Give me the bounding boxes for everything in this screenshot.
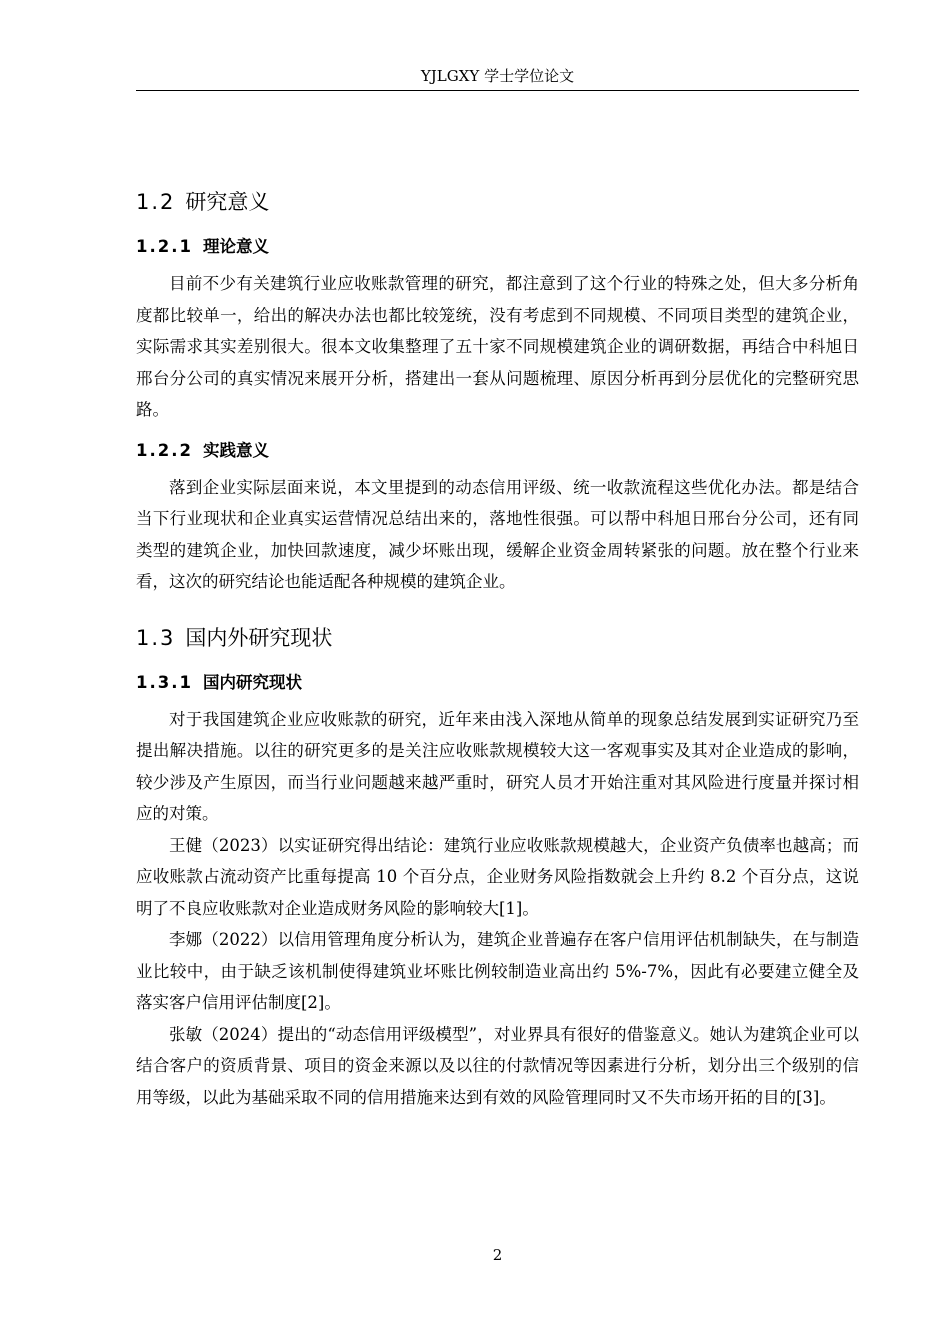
section-number: 1.2 — [136, 190, 176, 214]
body-paragraph: 落到企业实际层面来说，本文里提到的动态信用评级、统一收款流程这些优化办法。都是结合当下行业现状和企业真实运营情况总结出来的，落地性很强。可以帮中科旭日邢台分公司，还有同类型的建筑企业，加快回款速度，减少坏账出现，缓解企业资金周转紧张的问题。放在整个行业来看，这次的研究结论也能适配各种规模的建筑企业。 — [136, 477, 859, 591]
subsection-heading-1-2-2 — [136, 436, 859, 466]
subsection-number: 1.3.1 — [136, 672, 193, 692]
body-paragraph: 李娜（2022）以信用管理角度分析认为，建筑企业普遍存在客户信用评估机制缺失，在与制造业比较中，由于缺乏该机制使得建筑业坏账比例较制造业高出约 5%-7%，因此有必要建立健全及落实客户信用评估制度[2]。 — [136, 930, 859, 1012]
body-paragraph: 王健（2023）以实证研究得出结论：建筑行业应收账款规模越大，企业资产负债率也越高；而应收账款占流动资产比重每提高 10 个百分点，企业财务风险指数就会上升约 8.2 个百分点，这说明了不良应收账款对企业造成财务风险的影响较大[1]。 — [136, 835, 859, 918]
subsection-heading-1-3-1 — [136, 668, 859, 698]
subsection-heading-1-2-1 — [136, 232, 859, 262]
subsection-title: 实践意义 — [202, 440, 269, 460]
body-paragraph: 目前不少有关建筑行业应收账款管理的研究，都注意到了这个行业的特殊之处，但大多分析角度都比较单一，给出的解决办法也都比较笼统，没有考虑到不同规模、不同项目类型的建筑企业，实际需求其实差别很大。很本文收集整理了五十家不同规模建筑企业的调研数据，再结合中科旭日邢台分公司的真实情况来展开分析，搭建出一套从问题梳理、原因分析再到分层优化的完整研究思路。 — [136, 274, 859, 419]
subsection-number: 1.2.2 — [136, 440, 193, 460]
body-paragraph: 对于我国建筑企业应收账款的研究，近年来由浅入深地从简单的现象总结发展到实证研究乃至提出解决措施。以往的研究更多的是关注应收账款规模较大这一客观事实及其对企业造成的影响，较少涉及产生原因，而当行业问题越来越严重时，研究人员才开始注重对其风险进行度量并探讨相应的对策。 — [136, 709, 859, 823]
section-heading-1-3 — [136, 616, 859, 660]
page-number: 2 — [492, 1246, 503, 1264]
header-divider — [136, 90, 859, 91]
section-title: 国内外研究现状 — [185, 625, 333, 650]
section-number: 1.3 — [136, 625, 176, 650]
subsection-title: 国内研究现状 — [202, 672, 302, 692]
running-header: YJLGXY 学士学位论文 — [420, 67, 575, 85]
subsection-number: 1.2.1 — [136, 237, 193, 256]
section-heading-1-2 — [136, 180, 859, 224]
body-paragraph: 张敏（2024）提出的“动态信用评级模型”，对业界具有很好的借鉴意义。她认为建筑企业可以结合客户的资质背景、项目的资金来源以及以往的付款情况等因素进行分析，划分出三个级别的信用等级，以此为基础采取不同的信用措施来达到有效的风险管理同时又不失市场开拓的目的[3]。 — [136, 1024, 859, 1107]
subsection-title: 理论意义 — [202, 237, 269, 256]
section-title: 研究意义 — [185, 190, 270, 214]
page-body — [136, 180, 859, 1113]
